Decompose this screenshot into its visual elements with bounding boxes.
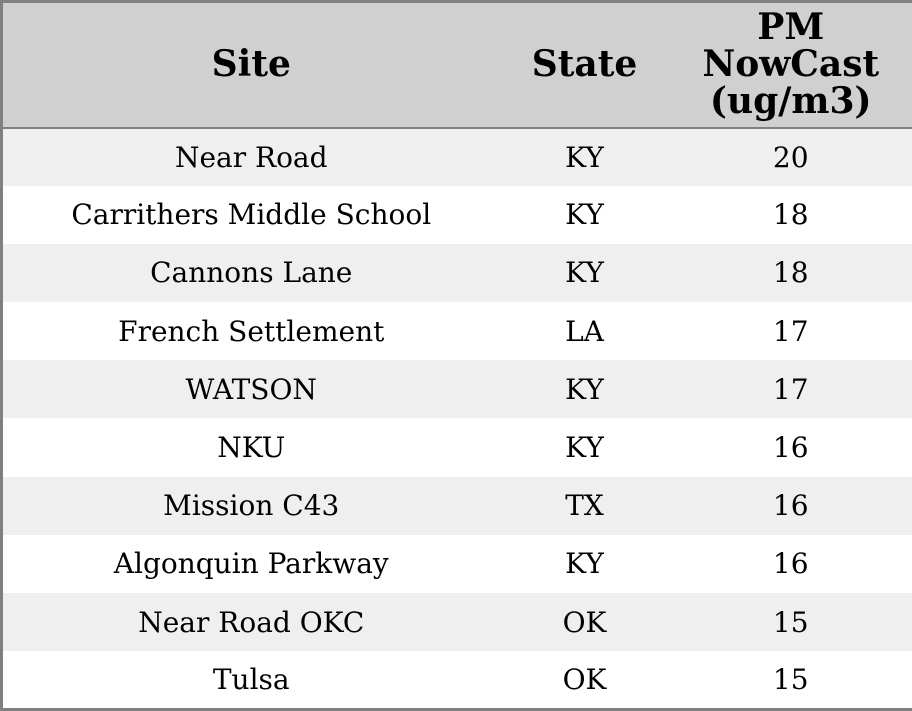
- col-header-pm-nowcast-label: PM NowCast (ug/m3): [702, 5, 880, 123]
- cell-site: Cannons Lane: [2, 244, 500, 302]
- cell-state: OK: [500, 651, 670, 709]
- cell-pm: 16: [670, 535, 912, 593]
- cell-pm: 15: [670, 651, 912, 709]
- cell-pm: 17: [670, 360, 912, 418]
- cell-state: KY: [500, 186, 670, 244]
- cell-site: Mission C43: [2, 477, 500, 535]
- cell-site: Carrithers Middle School: [2, 186, 500, 244]
- cell-site: French Settlement: [2, 302, 500, 360]
- col-header-state: [500, 2, 670, 128]
- col-header-site: [2, 2, 500, 128]
- table-row: [2, 418, 912, 476]
- cell-pm: 16: [670, 418, 912, 476]
- cell-pm: 20: [670, 128, 912, 186]
- cell-state: KY: [500, 244, 670, 302]
- cell-state: TX: [500, 477, 670, 535]
- cell-site: Tulsa: [2, 651, 500, 709]
- table-row: [2, 593, 912, 651]
- cell-site: Near Road: [2, 128, 500, 186]
- table-row: [2, 128, 912, 186]
- table-row: [2, 651, 912, 709]
- cell-site: WATSON: [2, 360, 500, 418]
- cell-pm: 18: [670, 186, 912, 244]
- cell-state: KY: [500, 128, 670, 186]
- cell-pm: 17: [670, 302, 912, 360]
- table-row: [2, 360, 912, 418]
- cell-state: KY: [500, 535, 670, 593]
- cell-state: LA: [500, 302, 670, 360]
- cell-site: Near Road OKC: [2, 593, 500, 651]
- table-row: [2, 186, 912, 244]
- cell-site: NKU: [2, 418, 500, 476]
- cell-state: KY: [500, 360, 670, 418]
- col-header-pm-nowcast: [670, 2, 912, 128]
- cell-site: Algonquin Parkway: [2, 535, 500, 593]
- table-row: [2, 535, 912, 593]
- cell-pm: 16: [670, 477, 912, 535]
- table-row: [2, 302, 912, 360]
- header-row: [2, 2, 912, 128]
- cell-state: OK: [500, 593, 670, 651]
- cell-state: KY: [500, 418, 670, 476]
- table-row: [2, 477, 912, 535]
- col-header-state-label: State: [531, 43, 638, 86]
- table-row: [2, 244, 912, 302]
- cell-pm: 18: [670, 244, 912, 302]
- table-header: [2, 2, 912, 128]
- col-header-site-label: Site: [211, 43, 291, 86]
- table-body: [2, 128, 912, 710]
- cell-pm: 15: [670, 593, 912, 651]
